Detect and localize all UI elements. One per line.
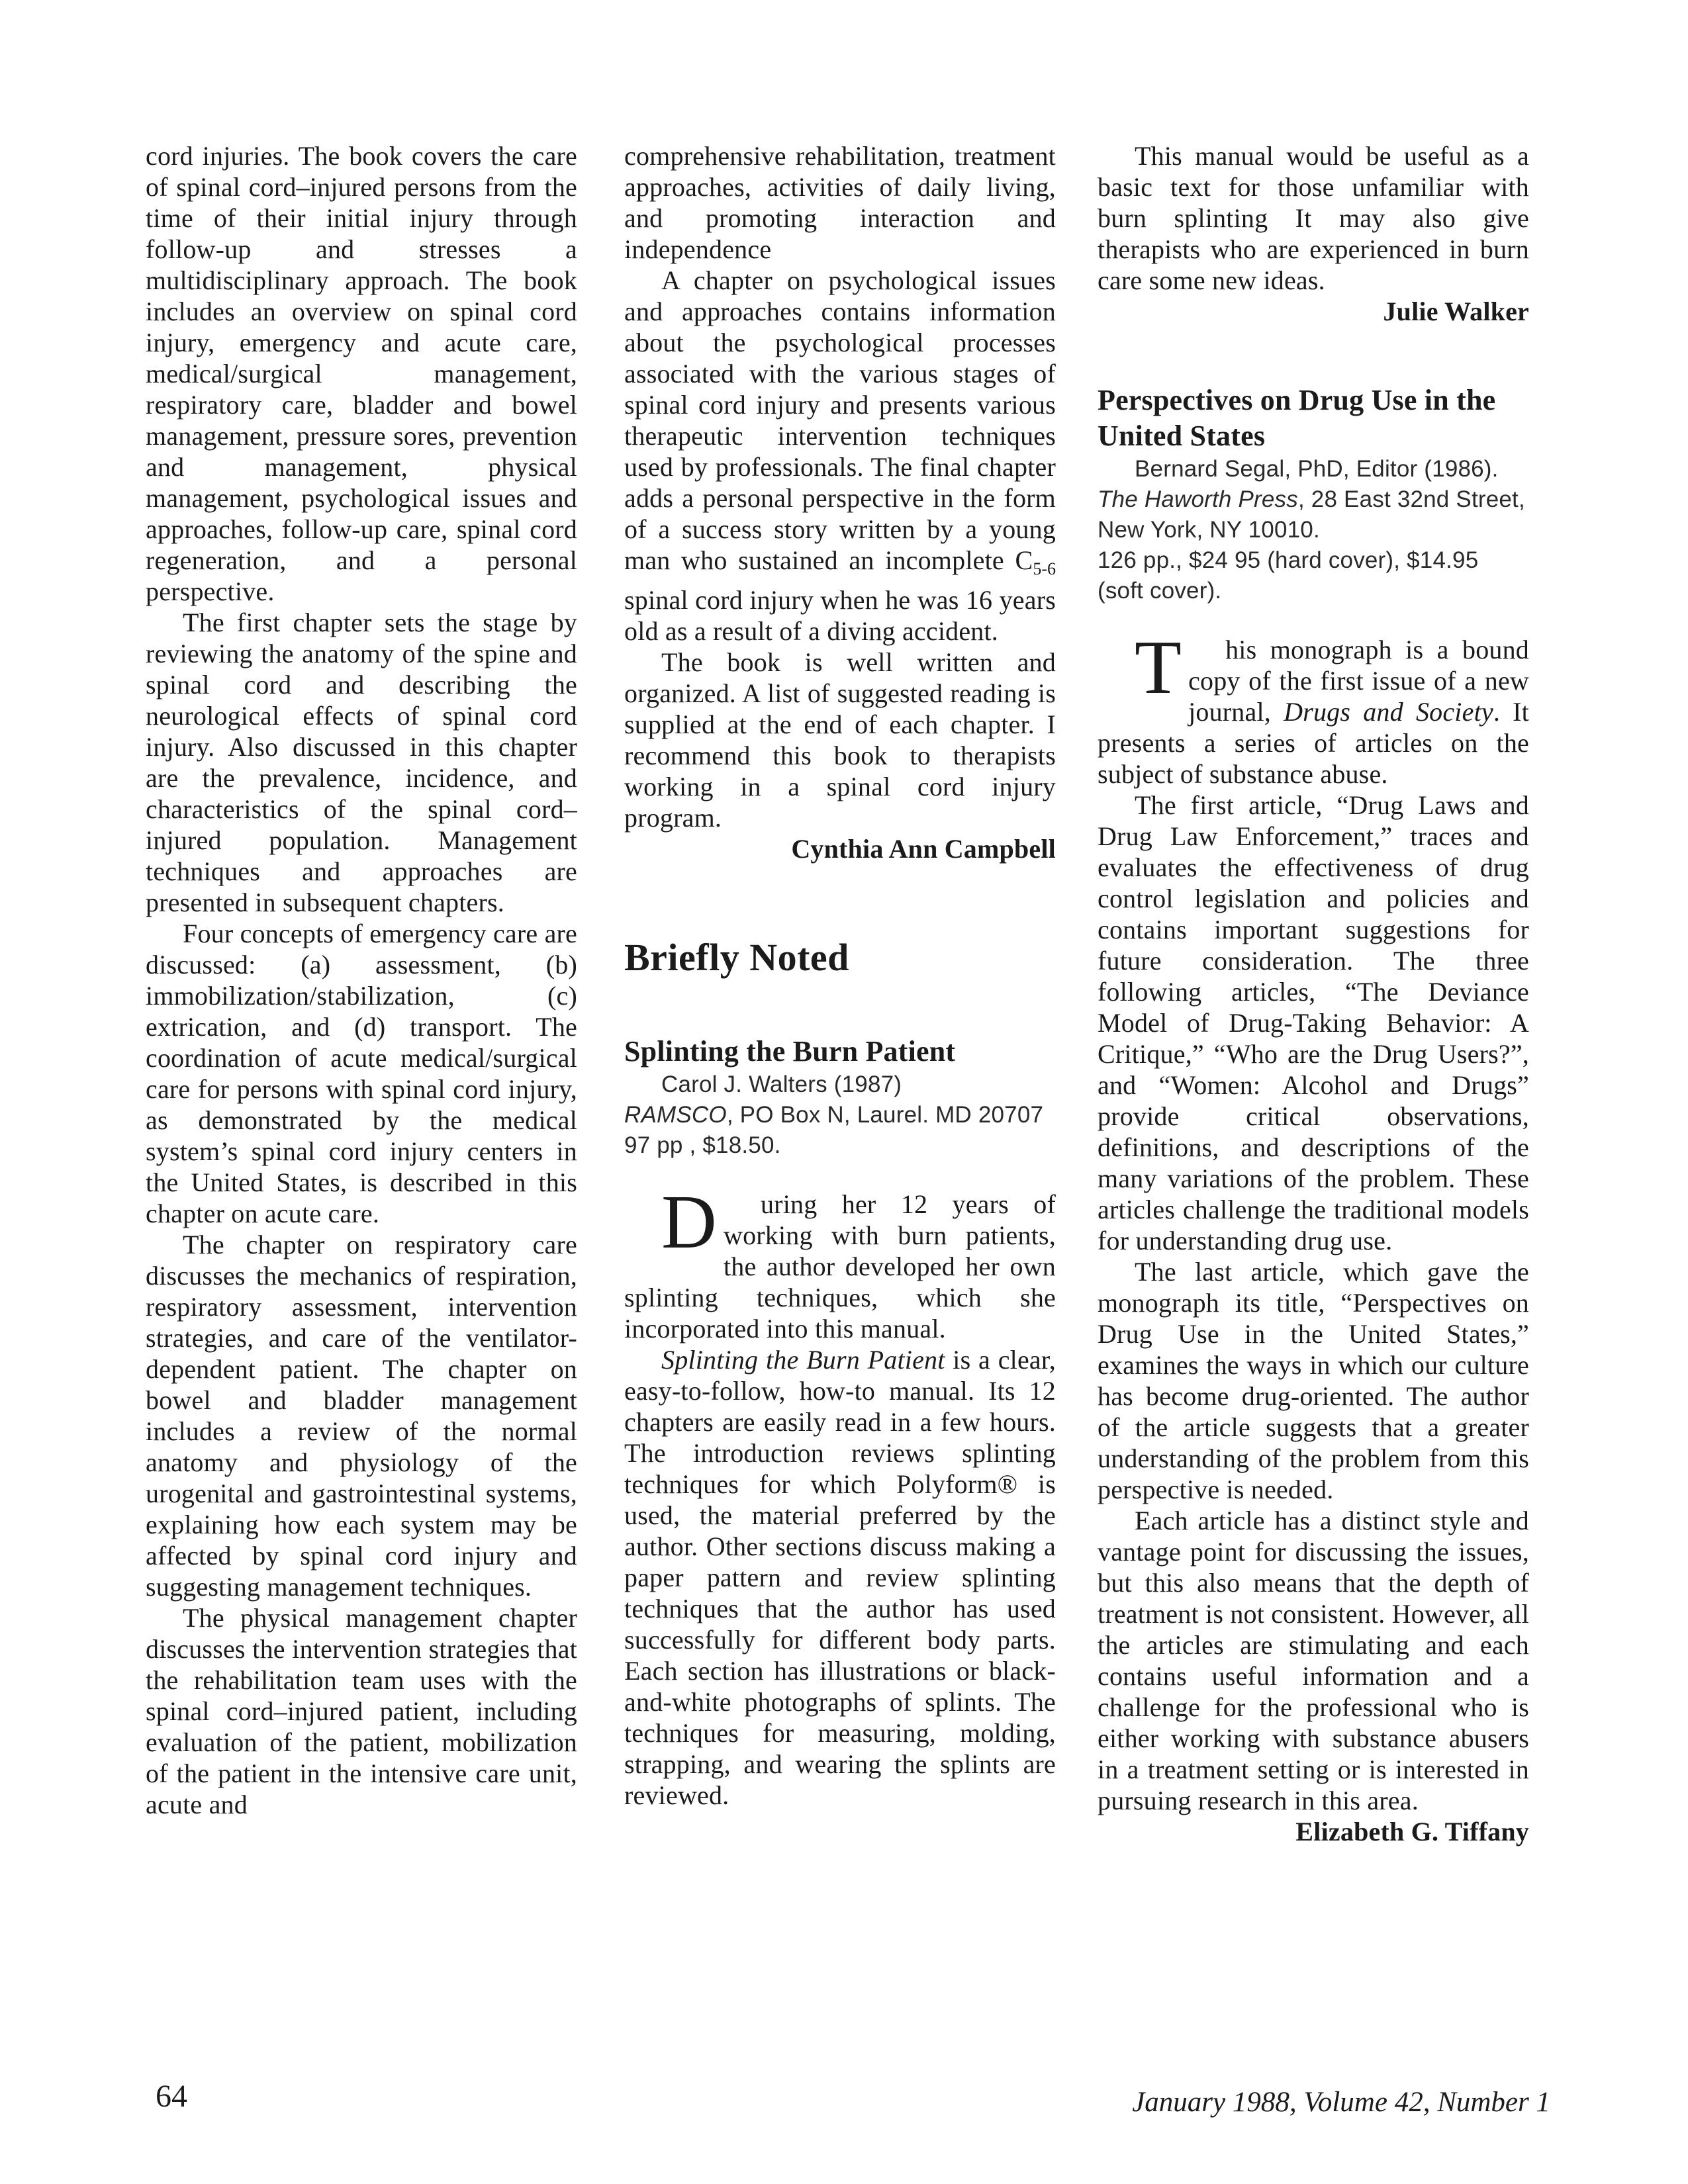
citation-splinting — [624, 1069, 1056, 1161]
col1-paragraph-first-chapter: The first chapter sets the stage by reviewing the anatomy of the spine and spinal cord and describing the neurological effects of spinal cord injury. Also discussed in this chapter are the prevalence, incidence, and characteristics of the spinal cord–injured population. Management techniques and approaches are presented in subsequent chapters. — [146, 608, 577, 917]
col3-paragraph-monograph — [1098, 625, 1529, 790]
col2-paragraph-rehabilitation: comprehensive rehabilitation, treatment approaches, activities of daily living, and promoting interaction and independence — [624, 141, 1056, 264]
col2-paragraph-psychological — [624, 265, 1056, 647]
col3-paragraph-last-article: The last article, which gave the monograph its title, “Perspectives on Drug Use in the United States,” examines the ways in which our culture has become drug-oriented. The author of the article suggests that a greater understanding of the problem from this perspective is needed. — [1098, 1257, 1529, 1504]
citation-perspectives-address: , 28 East 32nd Street, New York, NY 10010. — [1098, 486, 1525, 543]
reviewer-byline-walker: Julie Walker — [1383, 296, 1529, 326]
col3-monograph-text-a: his monograph is a bound copy of the first issue of a new journal, — [1188, 635, 1529, 727]
citation-perspectives-editor: Bernard Segal, PhD, Editor (1986). — [1135, 456, 1499, 482]
reviewer-byline-tiffany: Elizabeth G. Tiffany — [1295, 1817, 1529, 1846]
col3-paragraph-each-article: Each article has a distinct style and vantage point for discussing the issues, but this also means that the depth of treatment is not consistent. However, all the articles are stimulating and each contains useful information and a challenge for the professional who is either working with substance abusers in a treatment setting or is interested in pursuing research in this area. — [1098, 1506, 1529, 1815]
text-column-1 — [146, 140, 577, 1820]
text-column-2 — [624, 140, 1056, 1811]
citation-perspectives-publisher: The Haworth Press — [1098, 486, 1298, 512]
drop-cap-t: T — [1135, 625, 1182, 710]
col2-paragraph-recommendation: The book is well written and organized. A list of suggested reading is supplied at the end of each chapter. I recommend this book to therapists working in a spinal cord injury program. — [624, 647, 1056, 833]
col1-paragraph-emergency-care: Four concepts of emergency care are discussed: (a) assessment, (b) immobilization/stabilization, (c) extrication, and (d) transport. The coordination of acute medical/surgical care for persons with spinal cord injury, as demonstrated by the medical system’s spinal cord injury centers in the United States, is described in this chapter on acute care. — [146, 919, 577, 1228]
col2-paragraph-manual-description — [624, 1344, 1056, 1811]
col2-manual-title-italic: Splinting the Burn Patient — [661, 1344, 945, 1375]
drop-cap-d: D — [661, 1179, 717, 1265]
col1-paragraph-respiratory-care: The chapter on respiratory care discusses the mechanics of respiration, respiratory assessment, intervention strategies, and care of the ventilator-dependent patient. The chapter on bowel and bladder management includes a review of the normal anatomy and physiology of the urogenital and gastrointestinal systems, explaining how each system may be affected by spinal cord injury and suggesting management techniques. — [146, 1230, 577, 1602]
citation-perspectives-price: 126 pp., $24 95 (hard cover), $14.95 (soft cover). — [1098, 547, 1479, 604]
col2-during-years-text: uring her 12 years of working with burn patients, the author developed her own splinting techniques, which she incorporated into this manual. — [624, 1189, 1056, 1343]
reviewer-byline-campbell: Cynthia Ann Campbell — [791, 833, 1056, 864]
col3-paragraph-manual-useful: This manual would be useful as a basic text for those unfamiliar with burn splinting It may also give therapists who are experienced in burn care some new ideas. — [1098, 141, 1529, 295]
citation-splinting-address: , PO Box N, Laurel. MD 20707 — [726, 1101, 1044, 1128]
citation-splinting-price: 97 pp , $18.50. — [624, 1132, 781, 1158]
col2-paragraph-during-years — [624, 1179, 1056, 1344]
footer-page-number: 64 — [156, 2079, 187, 2114]
review-title-splinting: Splinting the Burn Patient — [624, 1034, 956, 1068]
citation-splinting-author: Carol J. Walters (1987) — [661, 1071, 902, 1097]
col2-psychological-text-b: spinal cord injury when he was 16 years old as a result of a diving accident. — [624, 584, 1056, 646]
col1-paragraph-physical-management: The physical management chapter discusses the intervention strategies that the rehabilitation team uses with the spinal cord–injured patient, including evaluation of the patient, mobilization of the patient in the intensive care unit, acute and — [146, 1603, 577, 1819]
col3-paragraph-first-article: The first article, “Drug Laws and Drug Law Enforcement,” traces and evaluates the effectiveness of drug control legislation and policies and contains important suggestions for future consideration. The three following articles, “The Deviance Model of Drug-Taking Behavior: A Critique,” “Who are the Drug Users?”, and “Women: Alcohol and Drugs” provide critical observations, definitions, and descriptions of the many variations of the problem. These articles challenge the traditional models for understanding drug use. — [1098, 790, 1529, 1255]
col3-monograph-text-b: . It presents a series of articles on the subject of substance abuse. — [1098, 697, 1529, 789]
text-column-3 — [1098, 140, 1529, 1847]
citation-splinting-publisher: RAMSCO — [624, 1101, 727, 1128]
review-title-perspectives: Perspectives on Drug Use in the United States — [1098, 384, 1496, 452]
col2-psychological-text-a: A chapter on psychological issues and approaches contains information about the psychological processes associated with the various stages of spinal cord injury and presents various therapeutic intervention techniques used by professionals. The final chapter adds a personal perspective in the form of a success story written by a young man who sustained an incomplete C — [624, 265, 1056, 575]
col3-journal-title-italic: Drugs and Society — [1284, 697, 1493, 727]
col1-paragraph-book-coverage: cord injuries. The book covers the care of spinal cord–injured persons from the time of their initial injury through follow-up and stresses a multidisciplinary approach. The book includes an overview on spinal cord injury, emergency and acute care, medical/surgical management, respiratory care, bladder and bowel management, pressure sores, prevention and management, physical management, psychological issues and approaches, follow-up care, spinal cord regeneration, and a personal perspective. — [146, 141, 577, 606]
footer-issue-line: January 1988, Volume 42, Number 1 — [1132, 2087, 1550, 2118]
citation-perspectives — [1098, 454, 1529, 606]
vertebra-level-subscript: 5-6 — [1033, 559, 1056, 578]
col2-manual-description-text: is a clear, easy-to-follow, how-to manual. Its 12 chapters are easily read in a few hours. The introduction reviews splinting techniques for which Polyform® is used, the material preferred by the author. Other sections discuss making a paper pattern and review splinting techniques that the author has used successfully for different body parts. Each section has illustrations or black-and-white photographs of splints. The techniques for measuring, molding, strapping, and wearing the splints are reviewed. — [624, 1344, 1056, 1810]
section-heading-briefly-noted: Briefly Noted — [624, 935, 849, 979]
